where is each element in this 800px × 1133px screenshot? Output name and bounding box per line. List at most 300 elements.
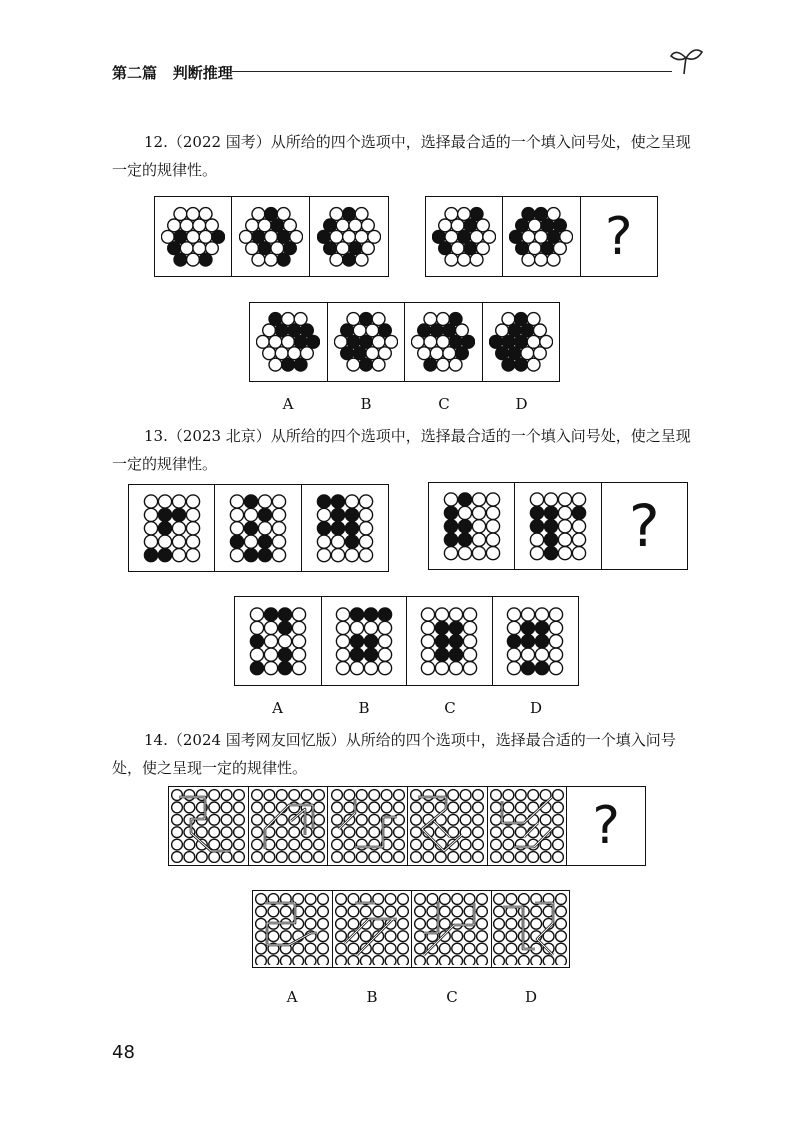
white-circle <box>411 802 422 813</box>
white-circle <box>335 918 346 929</box>
white-circle <box>411 790 422 801</box>
white-circle <box>556 956 567 965</box>
white-circle <box>397 906 408 917</box>
white-circle <box>422 662 435 675</box>
q13-option-c[interactable] <box>407 597 493 685</box>
white-circle <box>540 335 553 348</box>
black-circle <box>244 522 257 535</box>
white-circle <box>186 535 199 548</box>
white-circle <box>250 648 263 661</box>
white-circle <box>336 648 349 661</box>
black-circle <box>359 358 372 371</box>
white-circle <box>276 852 287 863</box>
white-circle <box>277 207 290 220</box>
white-circle <box>529 241 542 254</box>
white-circle <box>427 918 438 929</box>
white-circle <box>301 814 312 825</box>
white-circle <box>314 802 325 813</box>
black-circle <box>258 508 271 521</box>
option-label: C <box>438 395 450 413</box>
white-circle <box>252 839 263 850</box>
white-circle <box>252 827 263 838</box>
white-circle <box>458 506 471 519</box>
q12-option-a[interactable] <box>250 303 328 381</box>
white-circle <box>535 253 548 266</box>
white-circle <box>477 219 490 232</box>
black-circle <box>378 324 391 337</box>
q13-option-a[interactable] <box>235 597 322 685</box>
option-label: D <box>529 699 543 717</box>
white-circle <box>508 608 521 621</box>
white-circle <box>345 495 358 508</box>
white-circle <box>364 621 377 634</box>
white-circle <box>506 931 517 942</box>
white-circle <box>348 918 359 929</box>
question-mark: ? <box>592 796 620 856</box>
white-circle <box>172 495 185 508</box>
option-label: D <box>524 988 538 1006</box>
white-circle <box>572 547 585 560</box>
black-circle <box>283 241 296 254</box>
white-circle <box>515 802 526 813</box>
white-circle <box>144 535 157 548</box>
black-circle <box>436 648 449 661</box>
white-circle <box>347 358 360 371</box>
white-circle <box>448 852 459 863</box>
white-circle <box>172 852 183 863</box>
white-circle <box>461 802 472 813</box>
white-circle <box>458 207 471 220</box>
white-circle <box>345 549 358 562</box>
black-circle <box>458 493 471 506</box>
white-circle <box>234 839 245 850</box>
white-circle <box>503 839 514 850</box>
white-circle <box>268 906 279 917</box>
white-circle <box>550 621 563 634</box>
white-circle <box>393 790 404 801</box>
white-circle <box>422 648 435 661</box>
white-circle <box>350 662 363 675</box>
black-circle <box>530 506 543 519</box>
black-circle <box>270 219 283 232</box>
black-circle <box>258 535 271 548</box>
white-circle <box>264 635 277 648</box>
sprout-icon <box>668 44 704 76</box>
white-circle <box>372 358 385 371</box>
white-circle <box>264 802 275 813</box>
white-circle <box>572 520 585 533</box>
q14-options <box>252 890 570 968</box>
white-circle <box>264 662 277 675</box>
white-circle <box>445 230 458 243</box>
white-circle <box>456 324 469 337</box>
white-circle <box>373 943 384 954</box>
white-circle <box>502 313 515 326</box>
q13-stem-group-2 <box>428 482 688 570</box>
white-circle <box>397 894 408 905</box>
white-circle <box>553 839 564 850</box>
white-circle <box>385 906 396 917</box>
white-circle <box>222 814 233 825</box>
white-circle <box>423 802 434 813</box>
q12-option-c[interactable] <box>405 303 483 381</box>
black-circle <box>522 662 535 675</box>
white-circle <box>522 253 535 266</box>
white-circle <box>180 241 193 254</box>
q12-stem-1 <box>155 197 232 276</box>
question-mark: ? <box>605 206 633 267</box>
white-circle <box>356 839 367 850</box>
white-circle <box>536 648 549 661</box>
white-circle <box>209 814 220 825</box>
white-circle <box>436 852 447 863</box>
q13-stem-1 <box>129 485 215 571</box>
white-circle <box>385 943 396 954</box>
white-circle <box>535 230 548 243</box>
white-circle <box>289 852 300 863</box>
white-circle <box>172 549 185 562</box>
black-circle <box>444 506 457 519</box>
white-circle <box>452 894 463 905</box>
black-circle <box>282 358 295 371</box>
white-circle <box>348 956 359 965</box>
white-circle <box>353 324 366 337</box>
black-circle <box>276 324 289 337</box>
white-circle <box>508 662 521 675</box>
q14-option-a[interactable] <box>253 891 333 967</box>
white-circle <box>305 918 316 929</box>
option-label: A <box>286 988 298 1006</box>
white-circle <box>556 918 567 929</box>
white-circle <box>381 802 392 813</box>
black-circle <box>449 313 462 326</box>
black-circle <box>230 535 243 548</box>
white-circle <box>269 358 282 371</box>
white-circle <box>486 520 499 533</box>
white-circle <box>424 335 437 348</box>
white-circle <box>427 894 438 905</box>
white-circle <box>528 852 539 863</box>
white-circle <box>186 495 199 508</box>
white-circle <box>257 335 270 348</box>
black-circle <box>324 241 337 254</box>
white-circle <box>356 802 367 813</box>
white-circle <box>508 648 521 661</box>
white-circle <box>264 790 275 801</box>
white-circle <box>347 313 360 326</box>
white-circle <box>239 230 252 243</box>
white-circle <box>436 790 447 801</box>
white-circle <box>368 839 379 850</box>
white-circle <box>360 956 371 965</box>
white-circle <box>281 931 292 942</box>
black-circle <box>359 335 372 348</box>
white-circle <box>503 852 514 863</box>
white-circle <box>234 827 245 838</box>
white-circle <box>245 241 258 254</box>
white-circle <box>424 313 437 326</box>
white-circle <box>461 790 472 801</box>
white-circle <box>268 956 279 965</box>
black-circle <box>535 207 548 220</box>
white-circle <box>458 253 471 266</box>
black-circle <box>258 549 271 562</box>
black-circle <box>458 533 471 546</box>
white-circle <box>350 621 363 634</box>
black-circle <box>277 253 290 266</box>
white-circle <box>427 906 438 917</box>
white-circle <box>184 790 195 801</box>
black-circle <box>264 608 277 621</box>
white-circle <box>503 827 514 838</box>
white-circle <box>278 635 291 648</box>
black-circle <box>345 508 358 521</box>
white-circle <box>378 621 391 634</box>
white-circle <box>519 894 530 905</box>
white-circle <box>445 253 458 266</box>
white-circle <box>293 956 304 965</box>
black-circle <box>317 495 330 508</box>
q14-stem-2 <box>249 787 329 865</box>
q14-stem-3 <box>328 787 408 865</box>
black-circle <box>449 335 462 348</box>
q12-question-cell <box>581 197 657 276</box>
white-circle <box>397 956 408 965</box>
white-circle <box>294 313 307 326</box>
black-circle <box>168 241 181 254</box>
white-circle <box>184 852 195 863</box>
black-circle <box>252 230 265 243</box>
black-circle <box>324 219 337 232</box>
white-circle <box>172 522 185 535</box>
q13-option-d[interactable] <box>493 597 579 685</box>
white-circle <box>331 839 342 850</box>
black-circle <box>364 648 377 661</box>
q12-stem-4 <box>426 197 503 276</box>
white-circle <box>193 241 206 254</box>
q14-option-b[interactable] <box>333 891 413 967</box>
white-circle <box>530 547 543 560</box>
q14-option-d[interactable] <box>492 891 570 967</box>
white-circle <box>515 839 526 850</box>
white-circle <box>144 508 157 521</box>
black-circle <box>464 241 477 254</box>
white-circle <box>342 230 355 243</box>
white-circle <box>258 495 271 508</box>
white-circle <box>276 790 287 801</box>
q12-stem-3 <box>310 197 388 276</box>
black-circle <box>278 648 291 661</box>
black-circle <box>288 324 301 337</box>
white-circle <box>172 802 183 813</box>
white-circle <box>378 635 391 648</box>
black-circle <box>353 347 366 360</box>
white-circle <box>440 956 451 965</box>
white-circle <box>356 827 367 838</box>
white-circle <box>289 230 302 243</box>
black-circle <box>458 230 471 243</box>
q12-stem-2 <box>232 197 309 276</box>
q14-option-c[interactable] <box>412 891 492 967</box>
white-circle <box>222 827 233 838</box>
white-circle <box>473 852 484 863</box>
black-circle <box>544 547 557 560</box>
white-circle <box>292 662 305 675</box>
black-circle <box>443 324 456 337</box>
q14-stem-4 <box>408 787 488 865</box>
white-circle <box>444 547 457 560</box>
white-circle <box>331 549 344 562</box>
white-circle <box>230 522 243 535</box>
white-circle <box>473 790 484 801</box>
white-circle <box>372 313 385 326</box>
white-circle <box>193 219 206 232</box>
white-circle <box>450 608 463 621</box>
white-circle <box>361 241 374 254</box>
white-circle <box>318 943 329 954</box>
white-circle <box>531 906 542 917</box>
white-circle <box>187 230 200 243</box>
q12-option-d[interactable] <box>483 303 560 381</box>
black-circle <box>516 241 529 254</box>
white-circle <box>472 520 485 533</box>
white-circle <box>330 207 343 220</box>
black-circle <box>462 335 475 348</box>
white-circle <box>437 335 450 348</box>
header-rule <box>232 71 672 72</box>
white-circle <box>289 790 300 801</box>
white-circle <box>318 931 329 942</box>
white-circle <box>317 535 330 548</box>
white-circle <box>186 522 199 535</box>
white-circle <box>553 827 564 838</box>
white-circle <box>288 347 301 360</box>
white-circle <box>180 219 193 232</box>
white-circle <box>234 802 245 813</box>
white-circle <box>252 207 265 220</box>
white-circle <box>477 894 488 905</box>
white-circle <box>301 790 312 801</box>
black-circle <box>359 313 372 326</box>
white-circle <box>263 324 276 337</box>
q12-option-b[interactable] <box>328 303 406 381</box>
black-circle <box>450 621 463 634</box>
white-circle <box>491 839 502 850</box>
white-circle <box>252 802 263 813</box>
white-circle <box>440 906 451 917</box>
black-circle <box>158 522 171 535</box>
black-circle <box>144 549 157 562</box>
black-circle <box>456 347 469 360</box>
white-circle <box>355 253 368 266</box>
option-label: D <box>515 395 528 413</box>
white-circle <box>335 906 346 917</box>
white-circle <box>314 814 325 825</box>
black-circle <box>431 324 444 337</box>
white-circle <box>531 956 542 965</box>
option-label: B <box>358 699 370 717</box>
white-circle <box>472 533 485 546</box>
white-circle <box>464 943 475 954</box>
white-circle <box>359 495 372 508</box>
white-circle <box>558 533 571 546</box>
white-circle <box>301 347 314 360</box>
white-circle <box>448 802 459 813</box>
white-circle <box>172 535 185 548</box>
white-circle <box>292 621 305 634</box>
white-circle <box>448 790 459 801</box>
q13-option-b[interactable] <box>322 597 408 685</box>
white-circle <box>522 608 535 621</box>
white-circle <box>494 906 505 917</box>
white-circle <box>162 230 175 243</box>
white-circle <box>272 535 285 548</box>
black-circle <box>544 520 557 533</box>
white-circle <box>491 827 502 838</box>
black-circle <box>258 241 271 254</box>
white-circle <box>276 839 287 850</box>
white-circle <box>422 621 435 634</box>
black-circle <box>331 522 344 535</box>
black-circle <box>342 207 355 220</box>
white-circle <box>264 230 277 243</box>
white-circle <box>282 335 295 348</box>
white-circle <box>415 956 426 965</box>
white-circle <box>144 495 157 508</box>
white-circle <box>318 894 329 905</box>
white-circle <box>314 839 325 850</box>
white-circle <box>356 852 367 863</box>
black-circle <box>340 347 353 360</box>
white-circle <box>336 241 349 254</box>
white-circle <box>558 493 571 506</box>
white-circle <box>252 814 263 825</box>
white-circle <box>305 956 316 965</box>
white-circle <box>276 347 289 360</box>
white-circle <box>556 931 567 942</box>
black-circle <box>508 635 521 648</box>
white-circle <box>464 956 475 965</box>
white-circle <box>385 894 396 905</box>
black-circle <box>536 621 549 634</box>
white-circle <box>444 493 457 506</box>
black-circle <box>508 347 521 360</box>
white-circle <box>486 506 499 519</box>
white-circle <box>366 324 379 337</box>
white-circle <box>144 522 157 535</box>
white-circle <box>368 790 379 801</box>
white-circle <box>477 906 488 917</box>
white-circle <box>209 802 220 813</box>
white-circle <box>491 814 502 825</box>
black-circle <box>444 533 457 546</box>
white-circle <box>464 621 477 634</box>
white-circle <box>536 608 549 621</box>
q13-stem-3 <box>302 485 388 571</box>
white-circle <box>344 802 355 813</box>
page-number: 48 <box>112 1042 135 1063</box>
white-circle <box>381 790 392 801</box>
white-circle <box>230 549 243 562</box>
white-circle <box>436 608 449 621</box>
q13-stem-4 <box>429 483 515 569</box>
white-circle <box>445 207 458 220</box>
black-circle <box>307 335 320 348</box>
white-circle <box>477 931 488 942</box>
white-circle <box>483 230 496 243</box>
white-circle <box>464 608 477 621</box>
white-circle <box>550 648 563 661</box>
